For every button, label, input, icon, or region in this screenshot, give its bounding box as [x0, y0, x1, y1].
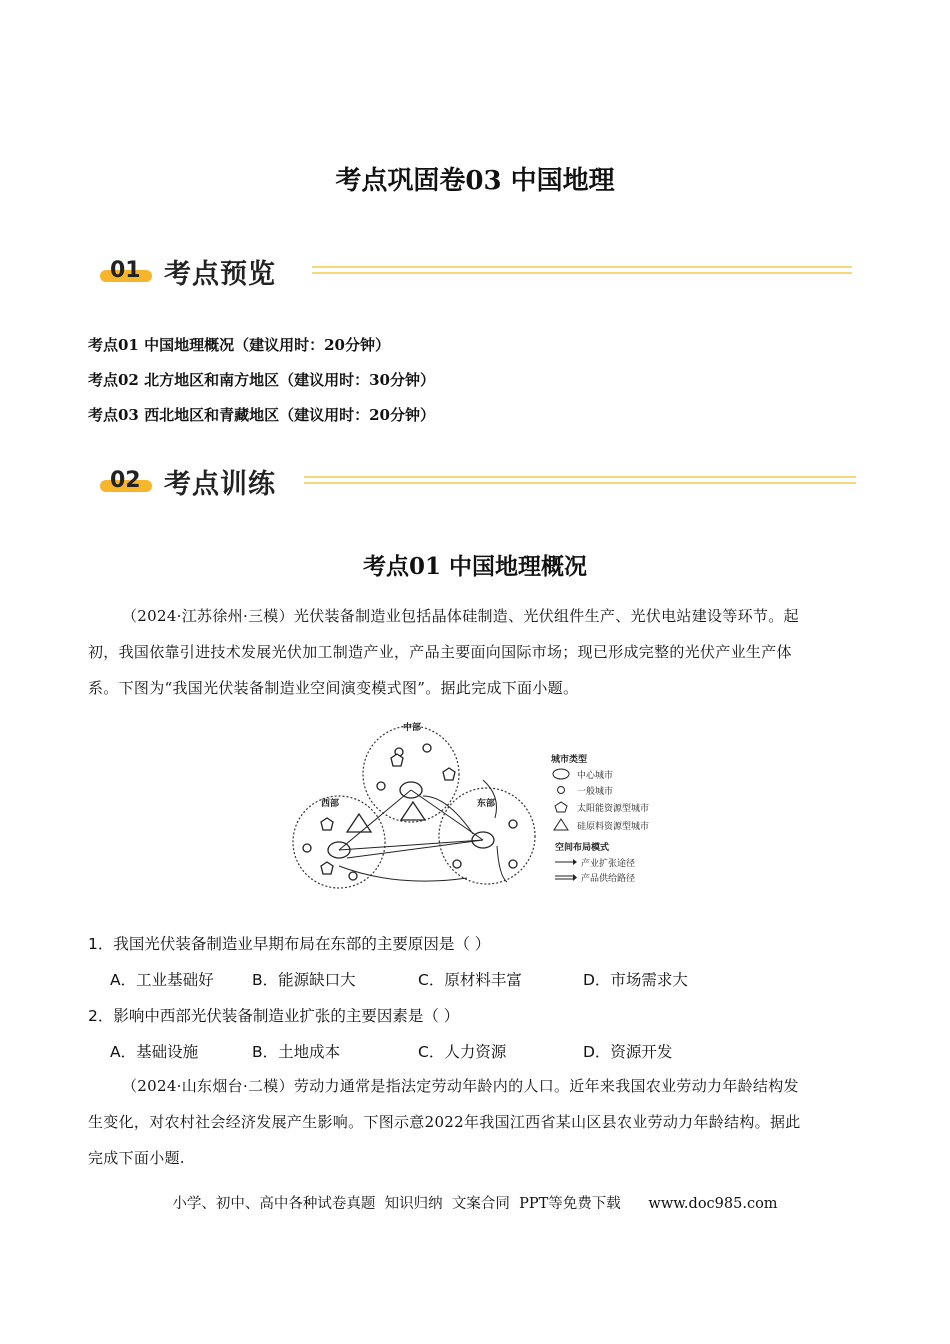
section-header-preview — [96, 252, 856, 292]
paragraph-line: 完成下面小题. — [88, 1149, 185, 1167]
section-number: 02 — [110, 468, 141, 493]
section-number-badge — [96, 468, 154, 494]
legend-title: 城市类型 — [551, 755, 588, 765]
section-header-training — [96, 462, 860, 502]
section-divider — [312, 266, 852, 276]
paragraph-line: 生变化，对农村社会经济发展产生影响。下图示意2022年我国江西省某山区县农业劳动力年龄结构。据此 — [88, 1113, 801, 1131]
layout-item: 产业扩张途径 — [581, 859, 636, 869]
legend-item: 太阳能资源型城市 — [577, 804, 650, 814]
paragraph-line: （2024·江苏徐州·三模）光伏装备制造业包括晶体硅制造、光伏组件生产、光伏电站建设等环节。起 — [122, 607, 799, 625]
legend-item: 一般城市 — [577, 787, 614, 797]
question-option: B．能源缺口大 — [252, 971, 356, 989]
question-option: B．土地成本 — [252, 1043, 341, 1061]
section-title: 考点训练 — [164, 469, 276, 500]
pv-industry-diagram — [287, 716, 671, 896]
section-number-badge — [96, 258, 154, 284]
question-option: C．原材料丰富 — [418, 971, 522, 989]
question-option: C．人力资源 — [418, 1043, 507, 1061]
topic-heading: 考点01 中国地理概况 — [362, 553, 587, 580]
question-option: A．基础设施 — [110, 1043, 199, 1061]
paragraph-line: （2024·山东烟台·二模）劳动力通常是指法定劳动年龄内的人口。近年来我国农业劳动力年龄结构发 — [122, 1077, 799, 1095]
toc-item: 考点03 西北地区和青藏地区（建议用时：20分钟） — [88, 406, 435, 424]
intro-paragraph-1 — [88, 598, 864, 706]
paragraph-line: 初，我国依靠引进技术发展光伏加工制造产业，产品主要面向国际市场；现已形成完整的光伏产业生产体 — [88, 643, 792, 661]
question-option: A．工业基础好 — [110, 971, 214, 989]
toc-item: 考点02 北方地区和南方地区（建议用时：30分钟） — [88, 371, 435, 389]
question-option: D．市场需求大 — [583, 971, 688, 989]
region-label: 东部 — [477, 799, 496, 809]
toc-item: 考点01 中国地理概况（建议用时：20分钟） — [88, 336, 390, 354]
region-label: 西部 — [321, 799, 340, 809]
region-label: 中部 — [403, 723, 422, 733]
paragraph-line: 系。下图为“我国光伏装备制造业空间演变模式图”。据此完成下面小题。 — [88, 679, 579, 697]
layout-item: 产品供给路径 — [581, 874, 636, 884]
layout-title: 空间布局模式 — [555, 843, 610, 853]
intro-paragraph-2 — [88, 1068, 864, 1176]
section-number: 01 — [110, 258, 141, 283]
question-option: D．资源开发 — [583, 1043, 673, 1061]
question-stem: 2．影响中西部光伏装备制造业扩张的主要因素是（ ） — [88, 1007, 460, 1025]
page-title: 考点巩固卷03 中国地理 — [335, 166, 615, 196]
legend-item: 硅原料资源型城市 — [577, 822, 650, 832]
section-title: 考点预览 — [164, 259, 276, 290]
section-divider — [304, 476, 856, 486]
question-stem: 1．我国光伏装备制造业早期布局在东部的主要原因是（ ） — [88, 935, 491, 953]
legend-item: 中心城市 — [577, 771, 614, 781]
page-footer: 小学、初中、高中各种试卷真题 知识归纳 文案合同 PPT等免费下载 www.doc985.com — [172, 1196, 778, 1212]
